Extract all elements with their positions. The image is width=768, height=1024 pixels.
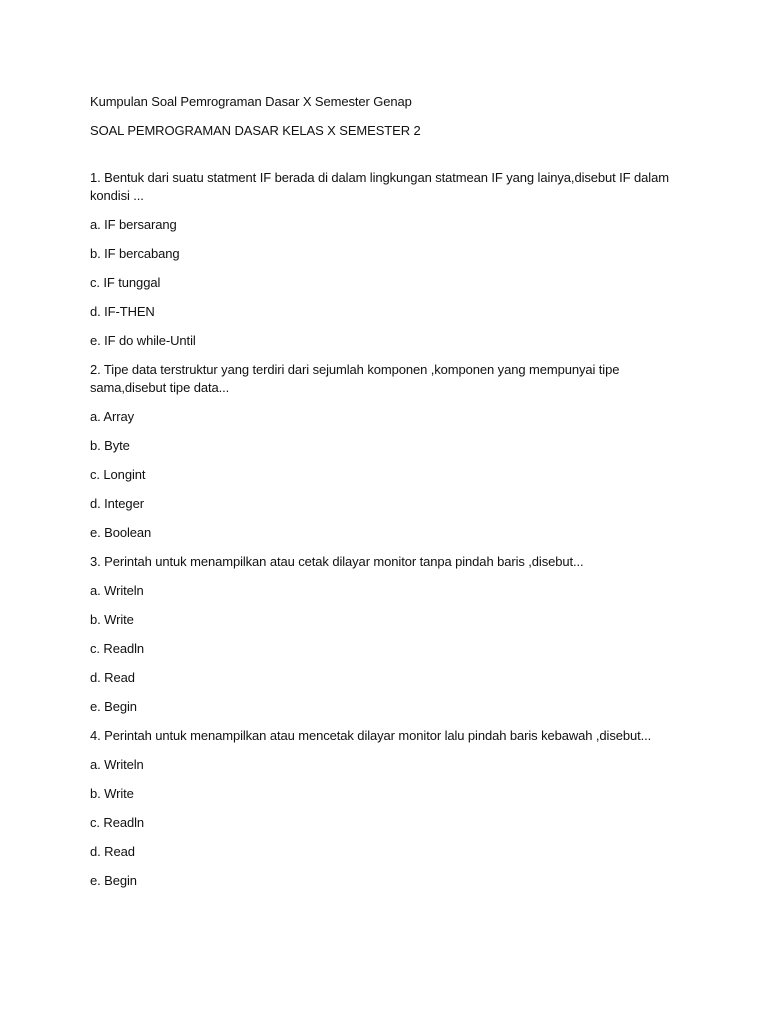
question-1: 1. Bentuk dari suatu statment IF berada di dalam lingkungan statmean IF yang lainya,disebut IF dalam kondisi ... — [90, 170, 669, 203]
question-3-option-c: c. Readln — [90, 641, 145, 656]
question-2-option-d: d. Integer — [90, 496, 144, 511]
question-4-option-a: a. Writeln — [90, 757, 144, 772]
question-2-option-a: a. Array — [90, 409, 134, 424]
question-3-option-d: d. Read — [90, 670, 135, 685]
question-4-option-d: d. Read — [90, 844, 135, 859]
question-1-option-e: e. IF do while-Until — [90, 333, 196, 348]
question-4-option-b: b. Write — [90, 786, 134, 801]
question-3-option-b: b. Write — [90, 612, 134, 627]
question-3: 3. Perintah untuk menampilkan atau cetak dilayar monitor tanpa pindah baris ,disebut... — [90, 554, 584, 569]
question-2: 2. Tipe data terstruktur yang terdiri dari sejumlah komponen ,komponen yang mempunyai tipe sama,disebut tipe data... — [90, 362, 620, 395]
question-1-option-a: a. IF bersarang — [90, 217, 177, 232]
document-subtitle: SOAL PEMROGRAMAN DASAR KELAS X SEMESTER 2 — [90, 123, 421, 138]
question-1-option-d: d. IF-THEN — [90, 304, 155, 319]
question-4: 4. Perintah untuk menampilkan atau mencetak dilayar monitor lalu pindah baris kebawah ,disebut... — [90, 728, 652, 743]
question-1-option-c: c. IF tunggal — [90, 275, 161, 290]
question-2-option-b: b. Byte — [90, 438, 130, 453]
question-2-option-e: e. Boolean — [90, 525, 152, 540]
document-content — [90, 93, 680, 901]
document-title: Kumpulan Soal Pemrograman Dasar X Semester Genap — [90, 94, 412, 109]
question-2-option-c: c. Longint — [90, 467, 146, 482]
question-3-option-a: a. Writeln — [90, 583, 144, 598]
question-4-option-e: e. Begin — [90, 873, 137, 888]
question-3-option-e: e. Begin — [90, 699, 137, 714]
question-1-option-b: b. IF bercabang — [90, 246, 180, 261]
question-4-option-c: c. Readln — [90, 815, 145, 830]
